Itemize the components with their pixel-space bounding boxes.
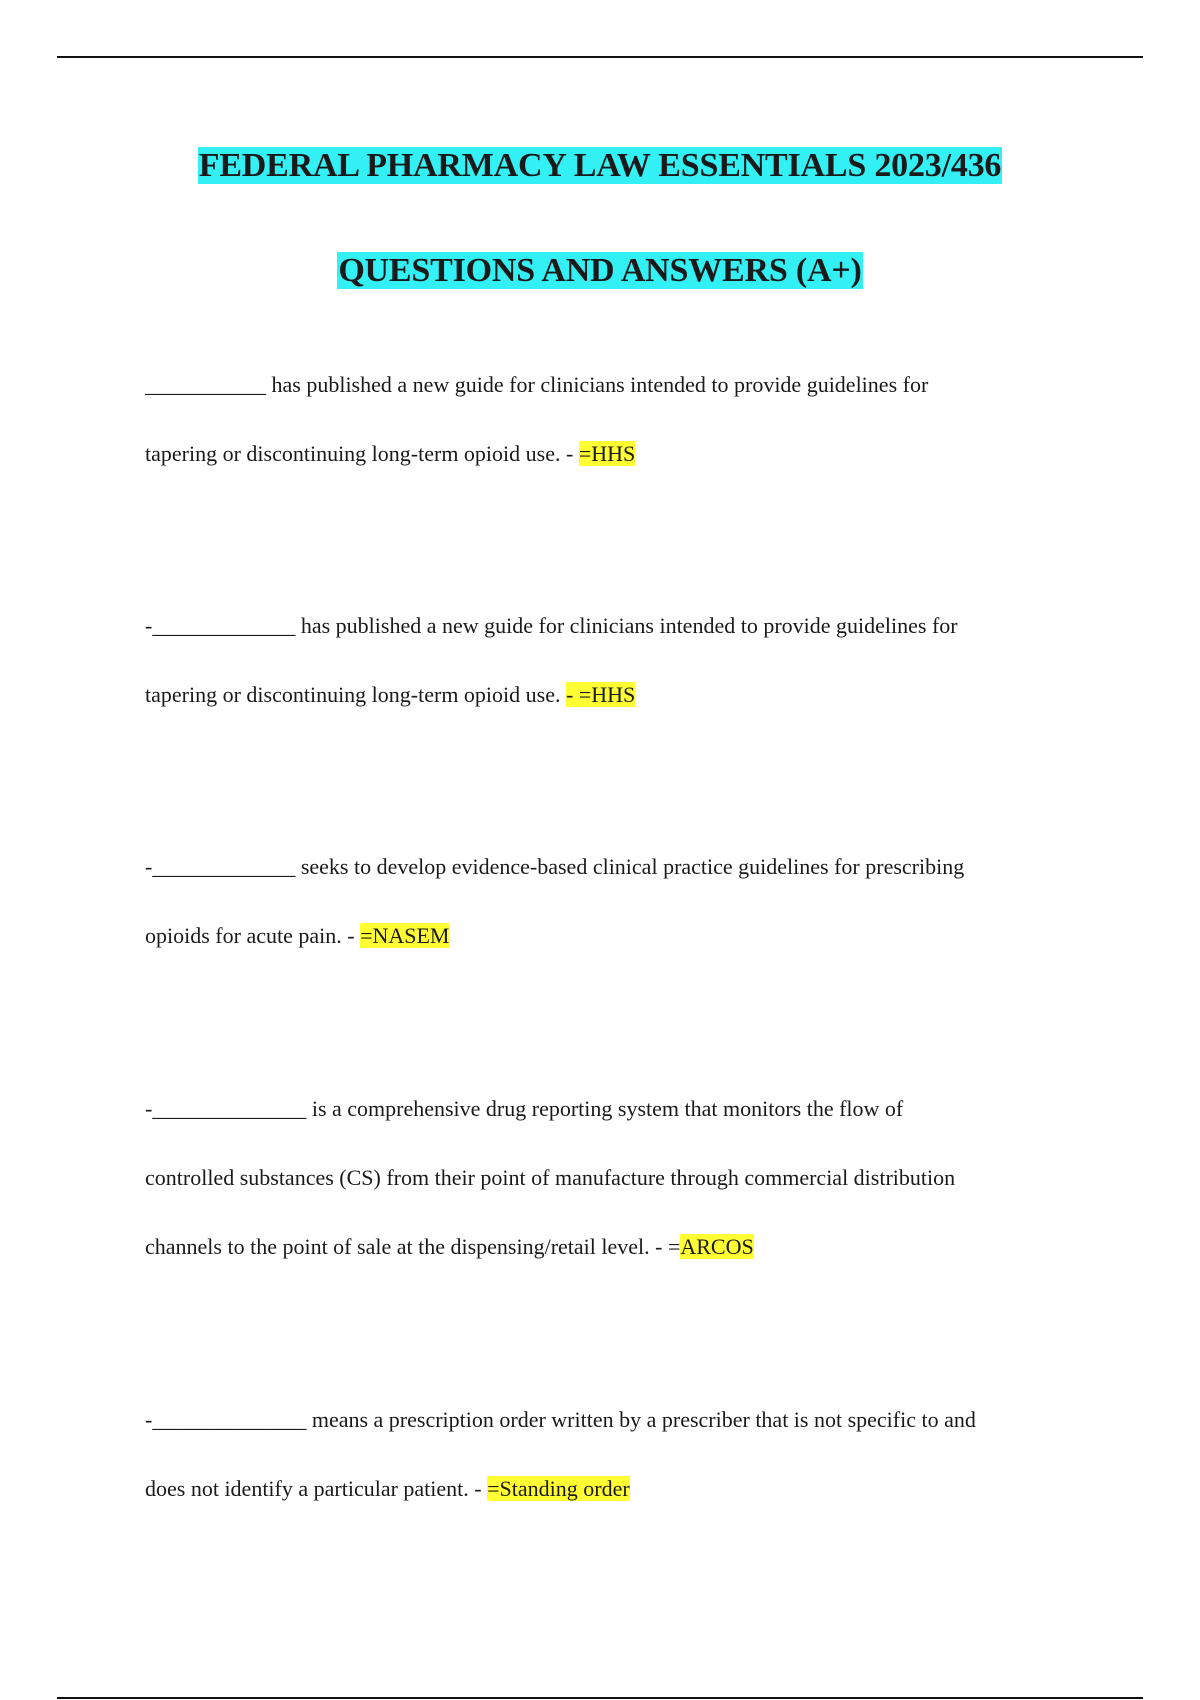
document-title-line-1 xyxy=(0,144,1200,188)
qa-item-5 xyxy=(145,1385,1075,1523)
question-text: opioids for acute pain. - =NASEM xyxy=(145,923,450,948)
question-text: -_____________ seeks to develop evidence-based clinical practice guidelines for prescribing xyxy=(145,854,965,879)
question-text: controlled substances (CS) from their point of manufacture through commercial distribution xyxy=(145,1165,956,1190)
title-highlight-1: FEDERAL PHARMACY LAW ESSENTIALS 2023/436 xyxy=(198,147,1002,184)
question-text: -_____________ has published a new guide for clinicians intended to provide guidelines for xyxy=(145,613,958,638)
question-text: channels to the point of sale at the dispensing/retail level. - =ARCOS xyxy=(145,1234,754,1259)
qa-item-3 xyxy=(145,832,1075,970)
question-text: does not identify a particular patient. - =Standing order xyxy=(145,1476,630,1501)
document-title-line-2 xyxy=(0,249,1200,293)
footer-rule xyxy=(57,1697,1143,1699)
question-text: tapering or discontinuing long-term opioid use. - =HHS xyxy=(145,441,636,466)
answer-highlight: ARCOS xyxy=(680,1234,754,1259)
qa-item-1 xyxy=(145,350,1075,488)
title-highlight-2: QUESTIONS AND ANSWERS (A+) xyxy=(338,252,862,289)
answer-highlight: =NASEM xyxy=(360,923,450,948)
question-text: -______________ means a prescription order written by a prescriber that is not specific to and xyxy=(145,1407,976,1432)
answer-highlight: =HHS xyxy=(578,441,636,466)
header-rule xyxy=(57,56,1143,58)
answer-highlight: - =HHS xyxy=(566,682,636,707)
qa-item-4 xyxy=(145,1074,1075,1281)
question-text: ___________ has published a new guide for clinicians intended to provide guidelines for xyxy=(145,372,929,397)
question-text: tapering or discontinuing long-term opioid use. - =HHS xyxy=(145,682,636,707)
answer-highlight: =Standing order xyxy=(487,1476,630,1501)
qa-item-2 xyxy=(145,591,1075,729)
question-text: -______________ is a comprehensive drug reporting system that monitors the flow of xyxy=(145,1096,904,1121)
